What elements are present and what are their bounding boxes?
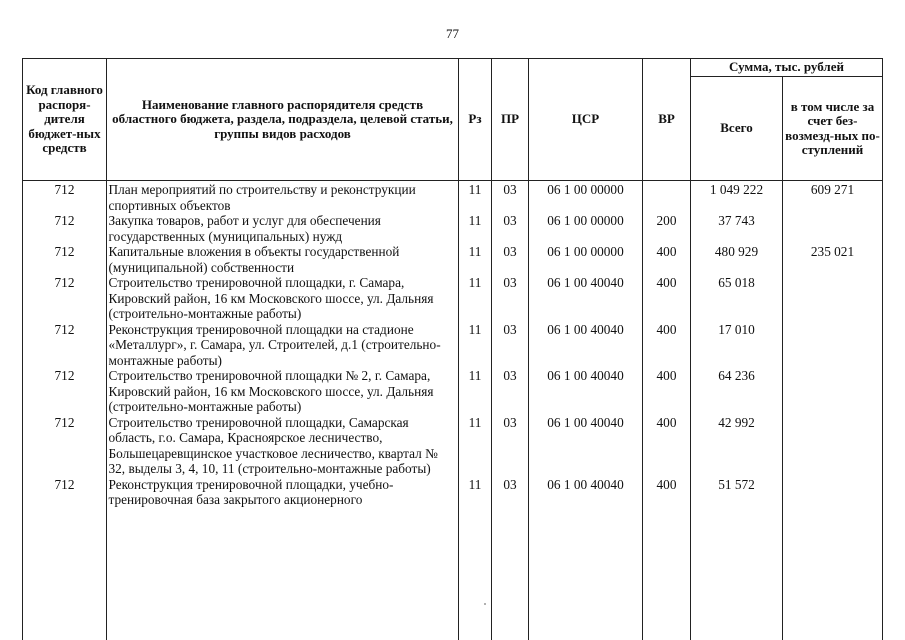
- table-row: [23, 244, 883, 275]
- cell-code: 712: [54, 182, 75, 197]
- cell-csr: 06 1 00 40040: [547, 321, 624, 337]
- cell-name: Строительство тренировочной площадки, г. Самара, Кировский район, 16 км Московского шоссе, ул. Дальняя (строительно-монтажные работы): [108, 275, 434, 321]
- cell-pr: 03: [503, 213, 517, 228]
- cell-pr: 03: [503, 321, 517, 337]
- cell-total: 37 743: [718, 213, 755, 228]
- cell-csr: 06 1 00 00000: [547, 182, 624, 197]
- cell-pr: 03: [503, 182, 517, 197]
- cell-rz: 11: [468, 213, 482, 228]
- cell-rz: 11: [468, 368, 482, 383]
- cell-free: [783, 213, 883, 244]
- cell-rz: 11: [468, 275, 482, 290]
- cell-vr: 400: [656, 476, 677, 492]
- cell-rz: 11: [468, 244, 482, 259]
- cell-code: 712: [54, 321, 75, 337]
- cell-total: 17 010: [718, 321, 755, 337]
- cell-total: 64 236: [718, 368, 755, 383]
- header-total: Всего: [691, 77, 783, 181]
- header-pr: ПР: [492, 59, 529, 181]
- cell-code: 712: [54, 368, 75, 383]
- cell-total: 42 992: [718, 414, 755, 430]
- cell-rz: 11: [468, 182, 482, 197]
- cell-pr: 03: [503, 244, 517, 259]
- cell-name: Капитальные вложения в объекты государственной (муниципальной) собственности: [108, 244, 400, 275]
- cell-total: 1 049 222: [709, 182, 764, 197]
- cell-total: 51 572: [718, 476, 755, 492]
- cell-code: 712: [54, 275, 75, 290]
- header-free: в том числе за счет без-возмезд-ных по-ступлений: [783, 77, 883, 181]
- cell-csr: 06 1 00 40040: [547, 414, 624, 430]
- cell-total: 65 018: [718, 275, 755, 290]
- cell-name: Строительство тренировочной площадки, Самарская область, г.о. Самара, Красноярское лесничество, Большецаревщинское участковое лесничество, квартал № 32, выделы 3, 4, 10, 11 (строительно-монтажные работы): [108, 414, 438, 476]
- cell-rz: 11: [468, 414, 482, 430]
- cell-vr: 400: [656, 368, 677, 383]
- table-row: [23, 322, 883, 369]
- cell-vr: 400: [656, 275, 677, 290]
- cell-free: [783, 368, 883, 415]
- table-row: [23, 477, 883, 508]
- cell-csr: 06 1 00 40040: [547, 275, 624, 290]
- cell-rz: 11: [468, 476, 482, 492]
- header-rz: Рз: [459, 59, 492, 181]
- table-row: [23, 181, 883, 214]
- cell-free: [783, 322, 883, 369]
- cell-pr: 03: [503, 476, 517, 492]
- cell-vr: 200: [656, 213, 677, 228]
- cell-csr: 06 1 00 40040: [547, 368, 624, 383]
- cell-free: 609 271: [810, 182, 855, 197]
- cell-name: Строительство тренировочной площадки № 2, г. Самара, Кировский район, 16 км Московского шоссе, ул. Дальняя (строительно-монтажные работы): [108, 368, 434, 414]
- cell-free: 235 021: [810, 244, 855, 259]
- cell-csr: 06 1 00 00000: [547, 213, 624, 228]
- table-row: [23, 213, 883, 244]
- cell-free: [783, 275, 883, 322]
- table-row: [23, 275, 883, 322]
- cell-pr: 03: [503, 414, 517, 430]
- cell-vr: 400: [656, 414, 677, 430]
- cell-vr: 400: [656, 244, 677, 259]
- scan-speck: [484, 603, 486, 605]
- cell-name: Закупка товаров, работ и услуг для обеспечения государственных (муниципальных) нужд: [108, 213, 381, 244]
- cell-csr: 06 1 00 40040: [547, 476, 624, 492]
- cell-vr: [643, 181, 691, 214]
- budget-table: [22, 58, 883, 508]
- page-number: 77: [446, 26, 459, 41]
- cell-name: Реконструкция тренировочной площадки на стадионе «Металлург», г. Самара, ул. Строителей, д.1 (строительно-монтажные работы): [108, 321, 441, 368]
- cell-total: 480 929: [714, 244, 759, 259]
- header-csr: ЦСР: [529, 59, 643, 181]
- cell-rz: 11: [468, 321, 482, 337]
- header-name: Наименование главного распорядителя средств областного бюджета, раздела, подраздела, целевой статьи, группы видов расходов: [107, 59, 459, 181]
- cell-code: 712: [54, 244, 75, 259]
- cell-vr: 400: [656, 321, 677, 337]
- cell-code: 712: [54, 476, 75, 492]
- cell-free: [783, 415, 883, 477]
- header-code: Код главного распоря-дителя бюджет-ных средств: [23, 59, 107, 181]
- header-vr: ВР: [643, 59, 691, 181]
- cell-code: 712: [54, 213, 75, 228]
- table-row: [23, 415, 883, 477]
- cell-pr: 03: [503, 368, 517, 383]
- cell-free: [783, 477, 883, 508]
- header-sum-group: Сумма, тыс. рублей: [691, 59, 883, 77]
- cell-pr: 03: [503, 275, 517, 290]
- cell-name: План мероприятий по строительству и реконструкции спортивных объектов: [108, 182, 416, 213]
- cell-name: Реконструкция тренировочной площадки, учебно-тренировочная база закрытого акционерного: [108, 476, 394, 507]
- table-row: [23, 368, 883, 415]
- cell-csr: 06 1 00 00000: [547, 244, 624, 259]
- cell-code: 712: [54, 414, 75, 430]
